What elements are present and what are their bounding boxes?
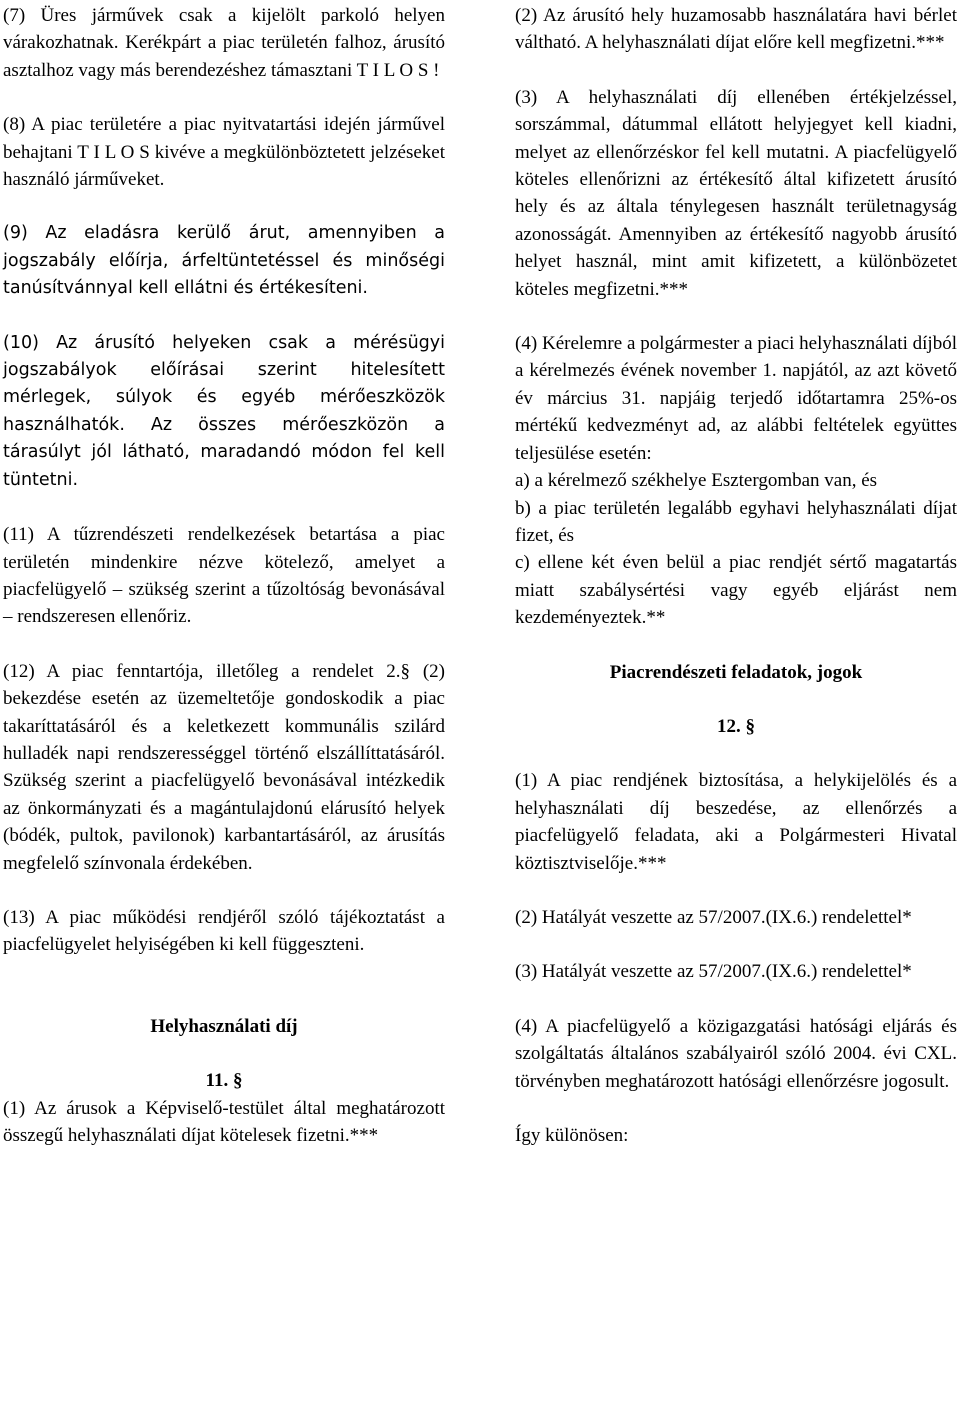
section-11-paragraph-1: (1) Az árusok a Képviselő-testület által meghatározott összegű helyhasználati díjat kötelesek fizetni.***: [3, 1097, 445, 1146]
heading-helyhasznalati-dij: Helyhasználati díj: [150, 1015, 298, 1037]
paragraph-7: (7) Üres járművek csak a kijelölt parkoló helyen várakozhatnak. Kerékpárt a piac területén falhoz, árusító asztalhoz vagy más berendezéshez támasztani T I L O S !: [3, 5, 445, 81]
right-column: [515, 2, 957, 1176]
heading-piacrendeszeti-feladatok: Piacrendészeti feladatok, jogok: [609, 661, 863, 683]
section-12-heading: 12. §: [717, 715, 755, 737]
paragraph-10: (10) Az árusító helyeken csak a mérésügyi jogszabályok előírásai szerint hitelesített mérlegek, súlyok és egyéb mérőeszközök használhatók. Az összes mérőeszközön a tárasúlyt jól látható, maradandó módon fel kell tüntetni.: [3, 332, 445, 490]
section-12-paragraph-1: (1) A piac rendjének biztosítása, a helykijelölés és a helyhasználati díj beszedése, az ellenőrzés a piacfelügyelő feladata, aki a Polgármesteri Hivatal köztisztviselője.***: [515, 770, 957, 874]
closing-line: Így különösen:: [515, 1125, 629, 1146]
section-12-paragraph-3: (3) Hatályát veszette az 57/2007.(IX.6.) rendelettel*: [515, 961, 912, 983]
condition-b: b) a piac területén legalább egyhavi helyhasználati díjat fizet, és: [515, 497, 957, 546]
section-12-paragraph-2: (2) Hatályát veszette az 57/2007.(IX.6.) rendelettel*: [515, 906, 912, 928]
paragraph-9: (9) Az eladásra kerülő árut, amennyiben a jogszabály előírja, árfeltüntetéssel és minőségi tanúsítvánnyal kell ellátni és értékesíteni.: [3, 223, 445, 299]
section-11-paragraph-3: (3) A helyhasználati díj ellenében értékjelzéssel, sorszámmal, dátummal ellátott helyjegyet kell kiadni, melyet az ellenőrzéskor fel kell mutatni. A piacfelügyelő köteles ellenőrizni az értékesítő által kifizetett árusító hely és az általa ténylegesen használt területnagyság azonosságát. Amennyiben az értékesítő nagyobb árusító helyet használ, mint amit kifizetett, a különbözetet köteles megfizetni.***: [515, 86, 957, 300]
section-11-heading: 11. §: [205, 1070, 243, 1092]
paragraph-8: (8) A piac területére a piac nyitvatartási idején járművel behajtani T I L O S kivéve a megkülönböztetett jelzéseket használó járműveket.: [3, 114, 445, 191]
section-11-paragraph-4: (4) Kérelemre a polgármester a piaci helyhasználati díjból a kérelmezés évének november 1. napjától, az azt követő év március 31. napjáig terjedő időtartamra 25%-os mértékű kedvezményt ad, az alábbi feltételek együttes teljesülése esetén:: [515, 333, 957, 464]
condition-a: a) a kérelmező székhelye Esztergomban van, és: [515, 470, 878, 492]
paragraph-11: (11) A tűzrendészeti rendelkezések betartása a piac területén mindenkire nézve kötelező, amelyet a piacfelügyelő – szükség szerint a tűzoltóság bevonásával – rendszeresen ellenőriz.: [3, 524, 445, 628]
section-12-paragraph-4: (4) A piacfelügyelő a közigazgatási hatósági eljárás és szolgáltatás általános szabályairól szóló 2004. évi CXL. törvényben meghatározott hatósági ellenőrzésre jogosult.: [515, 1015, 957, 1092]
section-11-paragraph-2: (2) Az árusító hely huzamosabb használatára havi bérlet váltható. A helyhasználati díjat előre kell megfizetni.***: [515, 5, 957, 54]
left-column: [3, 2, 445, 1176]
paragraph-12: (12) A piac fenntartója, illetőleg a rendelet 2.§ (2) bekezdése esetén az üzemeltetője gondoskodik a piac takaríttatásáról és a keletkezett kommunális szilárd hulladék napi rendszerességgel történő elszállíttatásáról. Szükség szerint a piacfelügyelő bevonásával intézkedik az önkormányzati és a magántulajdonú elárusító helyek (bódék, pultok, pavilonok) karbantartásáról, az árusítás megfelelő színvonala érdekében.: [3, 660, 445, 874]
condition-c: c) ellene két éven belül a piac rendjét sértő magatartás miatt szabálysértési vagy egyéb eljárást nem kezdeményeztek.**: [515, 552, 957, 629]
paragraph-13: (13) A piac működési rendjéről szóló tájékoztatást a piacfelügyelet helyiségében ki kell függeszteni.: [3, 906, 445, 956]
